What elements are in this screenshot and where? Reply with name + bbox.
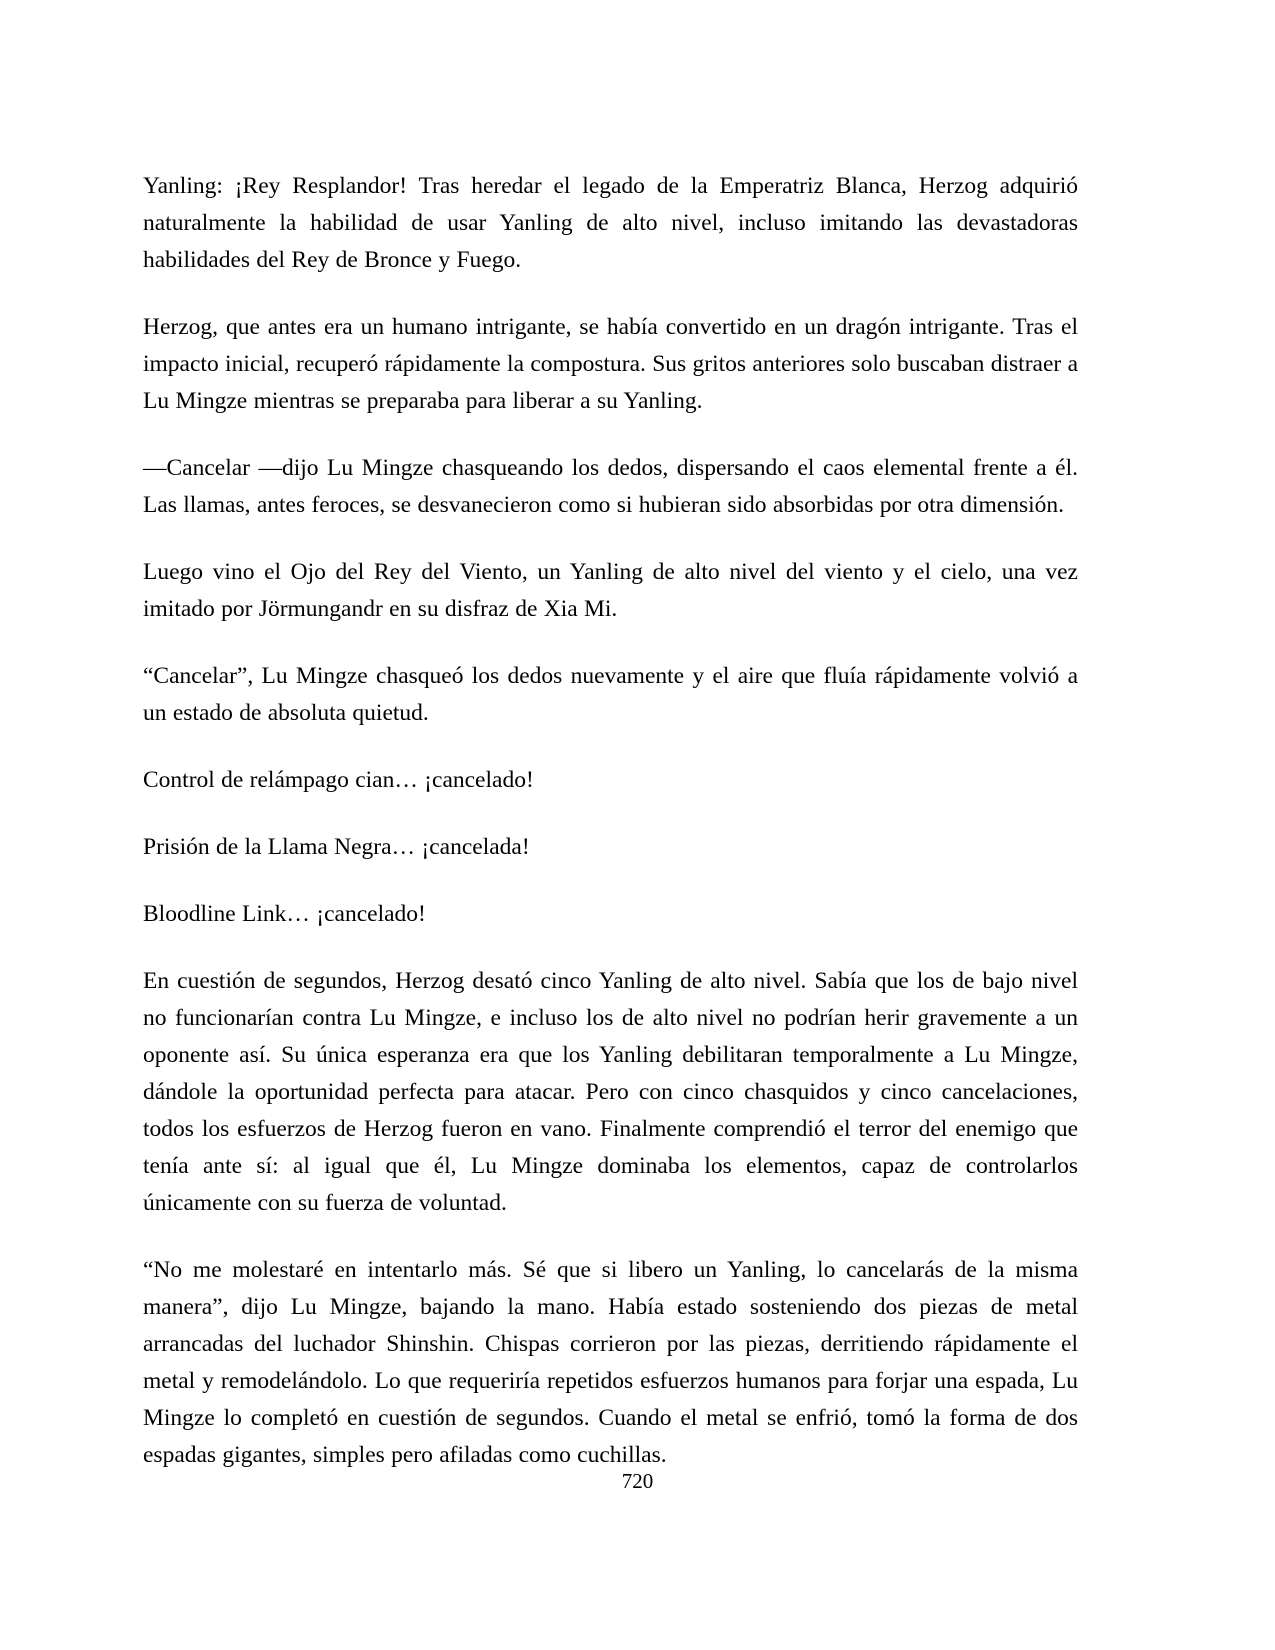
page-number: 720 [621,1469,654,1493]
paragraph-6: Control de relámpago cian… ¡cancelado! [143,767,534,793]
paragraph-1: Yanling: ¡Rey Resplandor! Tras heredar el legado de la Emperatriz Blanca, Herzog adquirió naturalmente la habilidad de usar Yanling de alto nivel, incluso imitando las devastadoras habilidades del Rey de Bronce y Fuego. [143,173,1078,273]
paragraph-3: —Cancelar —dijo Lu Mingze chasqueando los dedos, dispersando el caos elemental frente a él. Las llamas, antes feroces, se desvanecieron como si hubieran sido absorbidas por otra dimensión. [143,455,1078,518]
paragraph-8: Bloodline Link… ¡cancelado! [143,901,426,927]
page-body-text [143,168,1078,1474]
paragraph-9: En cuestión de segundos, Herzog desató cinco Yanling de alto nivel. Sabía que los de bajo nivel no funcionarían contra Lu Mingze, e incluso los de alto nivel no podrían herir gravemente a un oponente así. Su única esperanza era que los Yanling debilitaran temporalmente a Lu Mingze, dándole la oportunidad perfecta para atacar. Pero con cinco chasquidos y cinco cancelaciones, todos los esfuerzos de Herzog fueron en vano. Finalmente comprendió el terror del enemigo que tenía ante sí: al igual que él, Lu Mingze dominaba los elementos, capaz de controlarlos únicamente con su fuerza de voluntad. [143,968,1078,1216]
paragraph-2: Herzog, que antes era un humano intrigante, se había convertido en un dragón intrigante. Tras el impacto inicial, recuperó rápidamente la compostura. Sus gritos anteriores solo buscaban distraer a Lu Mingze mientras se preparaba para liberar a su Yanling. [143,314,1078,414]
paragraph-7: Prisión de la Llama Negra… ¡cancelada! [143,834,530,860]
paragraph-5: “Cancelar”, Lu Mingze chasqueó los dedos nuevamente y el aire que fluía rápidamente volvió a un estado de absoluta quietud. [143,663,1078,726]
paragraph-4: Luego vino el Ojo del Rey del Viento, un Yanling de alto nivel del viento y el cielo, una vez imitado por Jörmungandr en su disfraz de Xia Mi. [143,559,1078,622]
paragraph-10: “No me molestaré en intentarlo más. Sé que si libero un Yanling, lo cancelarás de la misma manera”, dijo Lu Mingze, bajando la mano. Había estado sosteniendo dos piezas de metal arrancadas del luchador Shinshin. Chispas corrieron por las piezas, derritiendo rápidamente el metal y remodelándolo. Lo que requeriría repetidos esfuerzos humanos para forjar una espada, Lu Mingze lo completó en cuestión de segundos. Cuando el metal se enfrió, tomó la forma de dos espadas gigantes, simples pero afiladas como cuchillas. [143,1257,1078,1468]
